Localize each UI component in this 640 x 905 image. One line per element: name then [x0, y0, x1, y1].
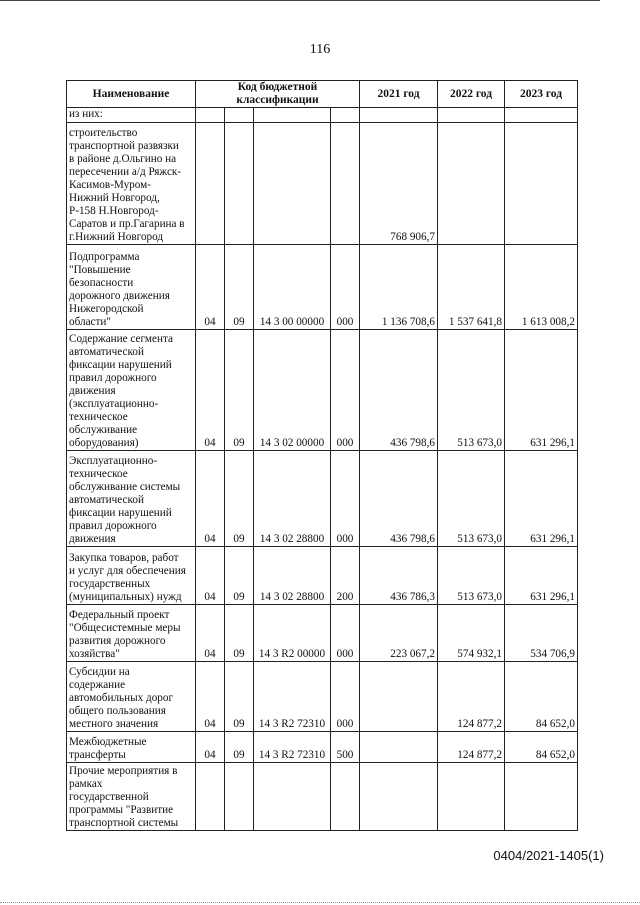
table-row — [67, 451, 578, 547]
value-2022: 124 877,2 — [438, 662, 505, 732]
value-2023: 84 652,0 — [505, 662, 578, 732]
row-name: Федеральный проект "Общесистемные меры развития дорожного хозяйства" — [67, 605, 196, 662]
code-subsection: 09 — [225, 245, 254, 330]
value-2023 — [505, 763, 578, 831]
bottom-scan-edge — [0, 902, 640, 903]
row-name: Содержание сегмента автоматической фиксации нарушений правил дорожного движения (эксплуатационно- техническое обслуживание оборудования) — [67, 330, 196, 451]
page-number: 116 — [309, 42, 331, 57]
code-subsection: 09 — [225, 451, 254, 547]
header-code: Код бюджетной классификации — [196, 81, 360, 108]
code-subsection: 09 — [225, 547, 254, 605]
value-2023: 1 613 008,2 — [505, 245, 578, 330]
code-section — [196, 108, 225, 123]
value-2021: 223 067,2 — [360, 605, 438, 662]
row-name: Закупка товаров, работ и услуг для обеспечения государственных (муниципальных) нужд — [67, 547, 196, 605]
code-expense-type — [331, 123, 360, 245]
code-target: 14 3 00 00000 — [254, 245, 331, 330]
code-target: 14 3 02 28800 — [254, 451, 331, 547]
value-2023: 631 296,1 — [505, 547, 578, 605]
value-2021: 1 136 708,6 — [360, 245, 438, 330]
code-subsection — [225, 763, 254, 831]
value-2022 — [438, 123, 505, 245]
table-row — [67, 662, 578, 732]
value-2023: 631 296,1 — [505, 451, 578, 547]
header-2023: 2023 год — [505, 81, 578, 108]
value-2021 — [360, 662, 438, 732]
code-subsection: 09 — [225, 330, 254, 451]
code-expense-type — [331, 108, 360, 123]
code-subsection: 09 — [225, 662, 254, 732]
code-section: 04 — [196, 662, 225, 732]
code-section — [196, 763, 225, 831]
value-2021 — [360, 763, 438, 831]
code-target: 14 3 R2 72310 — [254, 732, 331, 763]
code-target: 14 3 02 00000 — [254, 330, 331, 451]
value-2022: 1 537 641,8 — [438, 245, 505, 330]
code-section — [196, 123, 225, 245]
value-2021: 768 906,7 — [360, 123, 438, 245]
value-2021: 436 798,6 — [360, 451, 438, 547]
budget-table — [66, 80, 578, 831]
code-target: 14 3 02 28800 — [254, 547, 331, 605]
code-target — [254, 763, 331, 831]
code-expense-type: 500 — [331, 732, 360, 763]
code-expense-type: 000 — [331, 605, 360, 662]
row-name: Прочие мероприятия в рамках государственной программы "Развитие транспортной системы — [67, 763, 196, 831]
value-2023: 84 652,0 — [505, 732, 578, 763]
code-target — [254, 123, 331, 245]
code-section: 04 — [196, 605, 225, 662]
value-2021: 436 786,3 — [360, 547, 438, 605]
header-2021: 2021 год — [360, 81, 438, 108]
code-target — [254, 108, 331, 123]
code-section: 04 — [196, 547, 225, 605]
value-2022: 574 932,1 — [438, 605, 505, 662]
code-section: 04 — [196, 732, 225, 763]
code-section: 04 — [196, 245, 225, 330]
code-subsection: 09 — [225, 732, 254, 763]
code-target: 14 3 R2 72310 — [254, 662, 331, 732]
code-expense-type: 000 — [331, 662, 360, 732]
header-name: Наименование — [67, 81, 196, 108]
table-header-row — [67, 81, 578, 108]
code-subsection — [225, 123, 254, 245]
table-row — [67, 245, 578, 330]
row-name: строительство транспортной развязки в районе д.Ольгино на пересечении а/д Ряжск- Касимов-Муром- Нижний Новгород, Р-158 Н.Новгород- Саратов и пр.Гагарина в г.Нижний Новгород — [67, 123, 196, 245]
code-target: 14 3 R2 00000 — [254, 605, 331, 662]
table-row — [67, 330, 578, 451]
header-2022: 2022 год — [438, 81, 505, 108]
table-row — [67, 123, 578, 245]
value-2023: 631 296,1 — [505, 330, 578, 451]
code-expense-type — [331, 763, 360, 831]
table-row — [67, 732, 578, 763]
table-row — [67, 605, 578, 662]
value-2021 — [360, 732, 438, 763]
code-section: 04 — [196, 330, 225, 451]
row-name: Эксплуатационно- техническое обслуживание системы автоматической фиксации нарушений правил дорожного движения — [67, 451, 196, 547]
code-expense-type: 000 — [331, 330, 360, 451]
value-2022 — [438, 108, 505, 123]
value-2022 — [438, 763, 505, 831]
value-2022: 124 877,2 — [438, 732, 505, 763]
table-row — [67, 763, 578, 831]
row-name: Субсидии на содержание автомобильных дорог общего пользования местного значения — [67, 662, 196, 732]
code-section: 04 — [196, 451, 225, 547]
row-name: из них: — [67, 108, 196, 123]
row-name: Межбюджетные трансферты — [67, 732, 196, 763]
code-expense-type: 000 — [331, 245, 360, 330]
code-expense-type: 200 — [331, 547, 360, 605]
code-subsection — [225, 108, 254, 123]
value-2022: 513 673,0 — [438, 547, 505, 605]
value-2021 — [360, 108, 438, 123]
row-name: Подпрограмма "Повышение безопасности дорожного движения Нижегородской области" — [67, 245, 196, 330]
table-row — [67, 108, 578, 123]
document-code: 0404/2021-1405(1) — [493, 848, 604, 863]
value-2023: 534 706,9 — [505, 605, 578, 662]
value-2023 — [505, 108, 578, 123]
value-2023 — [505, 123, 578, 245]
value-2021: 436 798,6 — [360, 330, 438, 451]
value-2022: 513 673,0 — [438, 451, 505, 547]
code-expense-type: 000 — [331, 451, 360, 547]
table-row — [67, 547, 578, 605]
code-subsection: 09 — [225, 605, 254, 662]
top-scan-rule — [0, 0, 600, 1]
value-2022: 513 673,0 — [438, 330, 505, 451]
